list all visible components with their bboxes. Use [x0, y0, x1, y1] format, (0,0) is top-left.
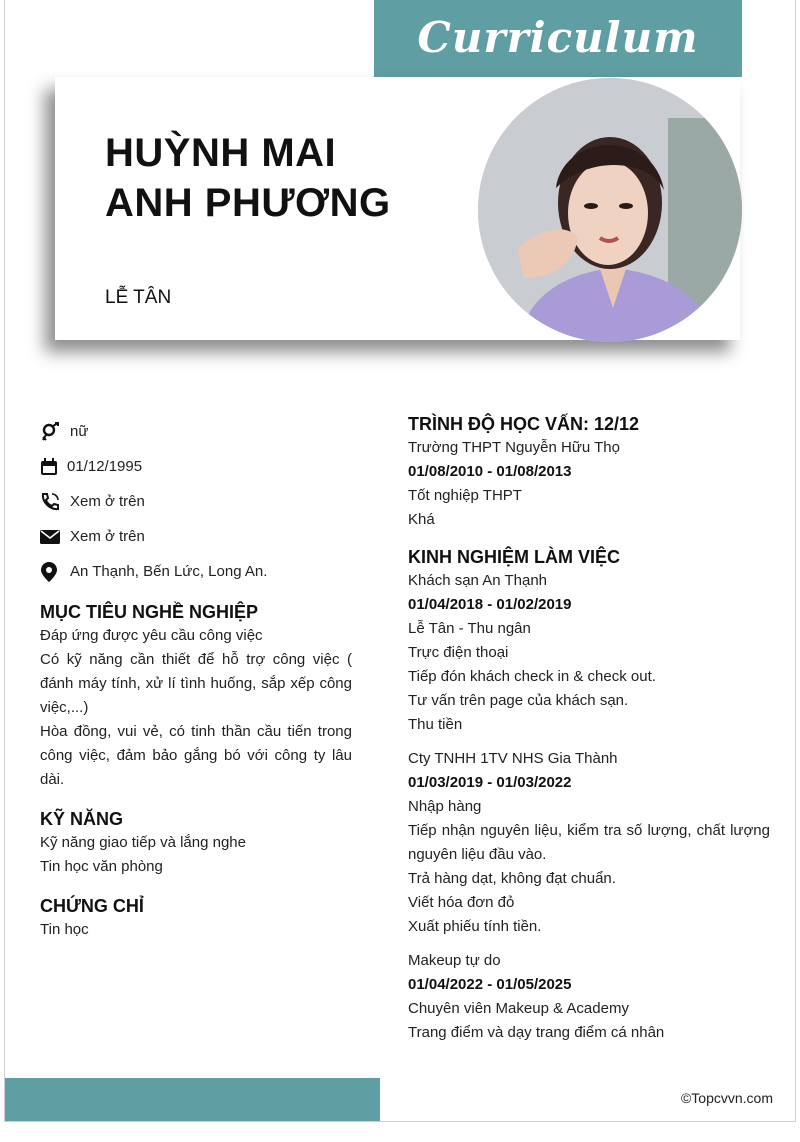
experience-line: Thu tiền	[408, 716, 463, 733]
certificates-section	[40, 894, 352, 942]
experience-line: Viết hóa đơn đỏ	[408, 894, 515, 911]
experience-line: Tiếp đón khách check in & check out.	[408, 668, 656, 685]
phone-icon	[40, 492, 70, 512]
experience-line: Xuất phiếu tính tiền.	[408, 918, 542, 935]
skill-item: Kỹ năng giao tiếp và lắng nghe	[40, 834, 246, 851]
experience-line: Lễ Tân - Thu ngân	[408, 620, 531, 637]
contact-address	[40, 554, 360, 589]
contact-gender-text: nữ	[70, 423, 89, 440]
objective-line: Có kỹ năng cần thiết để hỗ trợ công việc ( đánh máy tính, xử lí tình huống, sắp xếp công việc,...)	[40, 651, 352, 716]
gender-icon	[40, 422, 70, 442]
experience-line: Trang điểm và dạy trang điểm cá nhân	[408, 1024, 665, 1041]
education-section	[408, 412, 770, 532]
cv-banner	[374, 0, 742, 77]
experience-entry	[408, 569, 770, 737]
contact-address-text: An Thạnh, Bến Lức, Long An.	[70, 563, 268, 580]
education-period: 01/08/2010 - 01/08/2013	[408, 463, 572, 480]
experience-line: Trả hàng dạt, không đạt chuẩn.	[408, 870, 616, 887]
contact-phone-text: Xem ở trên	[70, 493, 145, 510]
contact-gender	[40, 414, 360, 449]
candidate-name: HUỲNH MAI ANH PHƯƠNG	[105, 131, 391, 225]
calendar-icon	[40, 458, 67, 476]
contact-phone	[40, 484, 360, 519]
contact-email-text: Xem ở trên	[70, 528, 145, 545]
contact-birthday	[40, 449, 360, 484]
education-title: TRÌNH ĐỘ HỌC VẤN: 12/12	[408, 414, 640, 434]
experience-company: Cty TNHH 1TV NHS Gia Thành	[408, 750, 618, 767]
experience-period: 01/04/2022 - 01/05/2025	[408, 976, 572, 993]
certificate-item: Tin học	[40, 921, 89, 938]
experience-entry	[408, 747, 770, 939]
education-grade: Khá	[408, 511, 435, 528]
experience-section	[408, 545, 770, 1045]
contact-email	[40, 519, 360, 554]
experience-line: Nhập hàng	[408, 798, 482, 815]
footer-credit: ©Topcvvn.com	[680, 1090, 773, 1106]
experience-company: Makeup tự do	[408, 952, 501, 969]
objective-section	[40, 600, 352, 792]
profile-photo	[478, 78, 742, 342]
experience-line: Tiếp nhận nguyên liệu, kiểm tra số lượng, chất lượng nguyên liệu đầu vào.	[408, 822, 770, 863]
email-icon	[40, 529, 70, 545]
profile-photo-illustration	[478, 78, 742, 342]
objective-line: Hòa đồng, vui vẻ, có tinh thần cầu tiến trong công việc, đảm bảo gắng bó với công ty lâu dài.	[40, 723, 352, 788]
experience-line: Trực điện thoại	[408, 644, 509, 661]
skill-item: Tin học văn phòng	[40, 858, 163, 875]
education-school: Trường THPT Nguyễn Hữu Thọ	[408, 439, 620, 456]
contact-list	[40, 414, 360, 589]
contact-birthday-text: 01/12/1995	[67, 458, 143, 475]
location-icon	[40, 561, 70, 583]
experience-entry	[408, 949, 770, 1045]
skills-section	[40, 807, 352, 879]
experience-period: 01/03/2019 - 01/03/2022	[408, 774, 572, 791]
experience-title: KINH NGHIỆM LÀM VIỆC	[408, 547, 621, 567]
cv-banner-title: Curriculum	[417, 13, 699, 62]
experience-line: Tư vấn trên page của khách sạn.	[408, 692, 629, 709]
certificates-title: CHỨNG CHỈ	[40, 896, 144, 916]
experience-company: Khách sạn An Thạnh	[408, 572, 547, 589]
education-degree: Tốt nghiệp THPT	[408, 487, 522, 504]
objective-title: MỤC TIÊU NGHỀ NGHIỆP	[40, 602, 259, 622]
objective-line: Đáp ứng được yêu cầu công việc	[40, 627, 263, 644]
experience-line: Chuyên viên Makeup & Academy	[408, 1000, 629, 1017]
experience-period: 01/04/2018 - 01/02/2019	[408, 596, 572, 613]
skills-title: KỸ NĂNG	[40, 809, 124, 829]
candidate-job-title: LỄ TÂN	[105, 287, 172, 308]
footer-bar	[5, 1078, 380, 1121]
